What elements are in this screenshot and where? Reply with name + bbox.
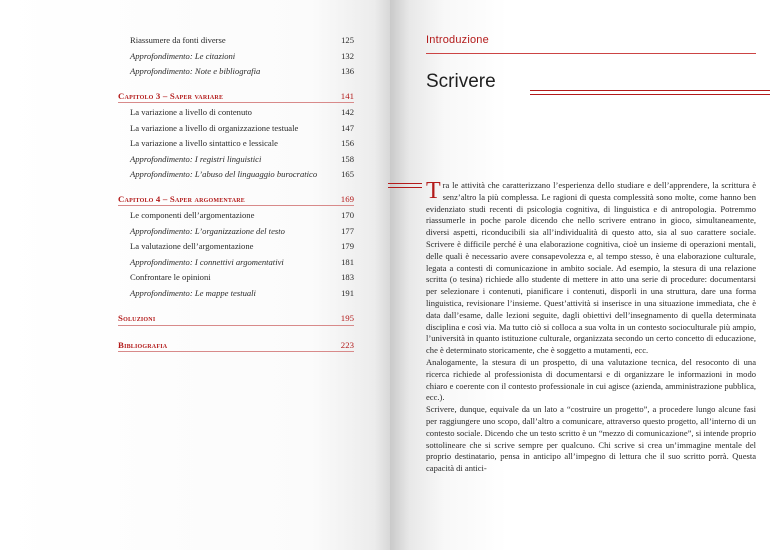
toc-entry-title: Capitolo 4 – Saper argomentare (118, 193, 245, 204)
toc-spacer (118, 328, 354, 338)
toc-entry (118, 49, 354, 65)
toc-entry-page: 125 (341, 35, 354, 45)
margin-rule-thin (388, 187, 422, 188)
toc-entry-title: Approfondimento: Note e bibliografia (130, 66, 261, 76)
toc-chapter-rule (118, 325, 354, 326)
toc-spacer (118, 301, 354, 311)
toc-entry (118, 152, 354, 168)
toc-entry-page: 156 (341, 138, 354, 148)
section-rule (426, 53, 756, 54)
toc-entry-title: Soluzioni (118, 313, 156, 323)
toc-entry (118, 286, 354, 302)
toc-entry-page: 158 (341, 153, 354, 164)
toc-entry-page: 170 (341, 210, 354, 220)
toc-entry (118, 167, 354, 183)
toc-entry-title: Approfondimento: L’organizzazione del testo (130, 225, 285, 236)
toc-entry-page: 142 (341, 107, 354, 117)
toc-entry-page: 183 (341, 272, 354, 282)
toc-entry-title: La variazione a livello di organizzazione testuale (130, 122, 299, 133)
section-label: Introduzione (426, 34, 489, 46)
toc-entry-page: 179 (341, 241, 354, 251)
body-text (426, 180, 756, 475)
toc-entry-page: 195 (340, 313, 354, 323)
toc-entry-page: 147 (341, 122, 354, 133)
toc-entry-page: 169 (340, 193, 354, 204)
drop-cap: T (426, 178, 441, 204)
toc-entry-title: La valutazione dell’argomentazione (130, 241, 254, 251)
paragraph (426, 180, 756, 357)
toc-entry-title: Approfondimento: Le citazioni (130, 50, 236, 61)
toc-entry (118, 33, 354, 49)
toc-entry-page: 223 (340, 339, 354, 350)
toc-entry (118, 136, 354, 152)
title-rule-thin (530, 94, 770, 95)
toc-spacer (118, 80, 354, 89)
toc-entry-title: Capitolo 3 – Saper variare (118, 90, 224, 101)
paragraph: Analogamente, la stesura di un prospetto, di una valutazione tecnica, del resoconto di una ricerca richiede al professionista di documentarsi e di organizzare le informazioni in modo chiaro e coerente con il contesto professionale in cui agisce (azienda, amministrazione pubblica, ecc.). (426, 356, 756, 403)
table-of-contents (118, 33, 354, 354)
toc-entry (118, 208, 354, 224)
toc-entry-title: La variazione a livello di contenuto (130, 107, 252, 117)
toc-entry (118, 224, 354, 240)
toc-entry-page: 191 (341, 287, 354, 298)
toc-entry-title: Confrontare le opinioni (130, 272, 211, 282)
toc-entry-title: Le componenti dell’argomentazione (130, 210, 255, 220)
toc-entry-page: 177 (341, 225, 354, 236)
margin-rule-thick (388, 183, 422, 184)
toc-entry-title: Riassumere da fonti diverse (130, 35, 226, 45)
toc-entry-page: 132 (341, 50, 354, 61)
toc-chapter-rule (118, 102, 354, 103)
paragraph: Scrivere, dunque, equivale da un lato a “costruire un progetto”, a procedere lungo alcune fasi per raggiungere uno scopo, dall’altro a comunicare, attraverso questo progetto, all’interno di un contesto sociale. Dicendo che un testo scritto è un “mezzo di comunicazione”, si intende proprio sottolineare che si scrive sempre per qualcuno. Chi scrive si crea un’immagine mentale del proprio destinatario, pensa in anticipo all’impegno di lettura che il suo scritto porrà. Questa capacità di antici- (426, 404, 756, 474)
paragraph-text: ra le attività che caratterizzano l’esperienza dello studiare e dell’apprendere, la scrittura è senz’altro la più complessa. Le ragioni di questa complessità sono molte, come hanno ben evidenziato studi recenti di psicologia cognitiva, di linguistica e di antropologia. Potremmo riassumerle in poche parole dicendo che nello scrivere entrano in gioco, simultaneamente, diversi aspetti, riconducibili sia all’individualità di questo atto, sia al suo carattere sociale. Scrivere è difficile perché è una elaborazione cognitiva, cioè un insieme di operazioni mentali, delle quali è necessario avere consapevolezza e, al tempo stesso, è una elaborazione culturale, legata a contesti di comunicazione in ambito sociale. Ad esempio, la stesura di una relazione scritta (o tesina) richiede allo studente di mettere in atto una serie di procedure: documentarsi per selezionare i contenuti, pianificare i contenuti, disporli in una struttura, dare una forma linguistica, revisionare l’insieme. Quest’attività si inserisce in una situazione immediata, che è data dall’esame, dalle lezioni seguite, dagli obiettivi dell’insegnamento di quella determinata disciplina e così via. Ma tutto ciò si colloca a sua volta in un contesto socioculturale più ampio, l’università in quanto istituzione culturale, organizzata secondo un certo concetto di educazione, che è determinato storicamente, che è soggetto a mutamenti, ecc. (426, 180, 756, 356)
chapter-title: Scrivere (426, 71, 496, 92)
toc-entry-title: Approfondimento: I connettivi argomentativi (130, 256, 284, 267)
toc-entry-page: 141 (340, 90, 354, 101)
toc-entry-page: 181 (341, 256, 354, 267)
toc-entry-title: Approfondimento: Le mappe testuali (130, 287, 256, 298)
toc-entry-title: La variazione a livello sintattico e lessicale (130, 138, 278, 148)
toc-entry (118, 239, 354, 255)
toc-chapter-rule (118, 205, 354, 206)
toc-entry-page: 136 (341, 66, 354, 76)
toc-entry-page: 165 (341, 169, 354, 179)
toc-entry-title: Approfondimento: L’abuso del linguaggio burocratico (130, 169, 318, 179)
title-rule-thick (530, 90, 770, 91)
toc-spacer (118, 183, 354, 192)
toc-entry (118, 255, 354, 271)
toc-entry-title: Bibliografia (118, 339, 168, 350)
toc-entry (118, 64, 354, 80)
toc-entry (118, 121, 354, 137)
toc-entry (118, 105, 354, 121)
toc-entry-title: Approfondimento: I registri linguistici (130, 153, 262, 164)
toc-chapter-rule (118, 351, 354, 352)
toc-entry (118, 270, 354, 286)
